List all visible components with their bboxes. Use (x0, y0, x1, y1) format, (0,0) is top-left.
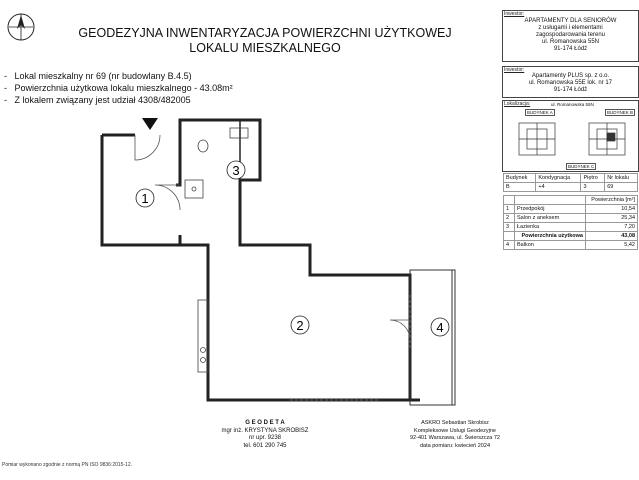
owner-line-3: 91-174 Łódź (553, 87, 588, 93)
company-line-3: 92-401 Warszawa, ul. Świerszcza 72 (410, 435, 500, 441)
room-area-table (503, 195, 638, 250)
location-box (502, 100, 639, 172)
bath-outer-wall (180, 120, 410, 400)
room-number-1: 1 (141, 191, 149, 206)
surveyor-license: nr upr. 9238 (248, 435, 282, 441)
total-row (504, 232, 638, 241)
company-line-2: Kompleksowe Usługi Geodezyjne (414, 427, 496, 434)
summary-header-floor-level: Kondygnacja (536, 174, 581, 183)
floor-plan (90, 110, 480, 410)
title-line-2: LOKALU MIESZKALNEGO (189, 41, 341, 55)
bath-divider (176, 135, 180, 185)
summary-value-unit-no: 69 (605, 183, 638, 192)
standard-footnote: Pomiar wykonano zgodnie z normą PN ISO 9836:2015-12. (2, 462, 133, 468)
investor-line-4: ul. Romanowska 55N (541, 39, 600, 45)
document-title (40, 26, 490, 56)
info-panel (502, 10, 639, 470)
unit-facts (4, 70, 233, 106)
north-arrow-icon (6, 12, 36, 42)
investor-box (502, 10, 639, 62)
table-row: 2 Salon z aneksem 25,34 (504, 214, 638, 223)
building-c-label: BUDYNEK C (568, 164, 595, 169)
investor-line-5: 91-174 Łódź (553, 46, 588, 52)
fact-area: - Powierzchnia użytkowa lokalu mieszkalnego - 43.08m² (4, 83, 233, 93)
owner-box (502, 66, 639, 98)
total-label: Powierzchnia użytkowa (515, 232, 586, 241)
location-address: ul. Romanowska 55N (551, 102, 594, 107)
summary-value-floor-level: +4 (536, 183, 581, 192)
investor-line-3: zagospodarowania terenu (535, 32, 606, 38)
balcony-outline (410, 270, 455, 405)
table-row: 1 Przedpokój 10,54 (504, 205, 638, 214)
unit-summary-table (503, 173, 638, 192)
owner-line-1: Apartamenty PLUS sp. z o.o. (531, 73, 610, 79)
owner-line-2: ul. Romanowska 55E lok. nr 17 (528, 80, 613, 86)
room-number-3: 3 (232, 163, 240, 178)
area-header: Powierzchnia [m²] (585, 196, 637, 205)
building-b-label: BUDYNEK B (607, 110, 634, 115)
building-a-label: BUDYNEK A (527, 110, 553, 115)
surveyor-phone: tel. 601 290 745 (243, 442, 287, 449)
summary-header-building: Budynek (504, 174, 536, 183)
table-row: 3 Łazienka 7,20 (504, 223, 638, 232)
room-number-2: 2 (296, 318, 304, 333)
title-line-1: GEODEZYJNA INWENTARYZACJA POWIERZCHNI UŻYTKOWEJ (78, 26, 452, 40)
total-value: 43,08 (585, 232, 637, 241)
investor-line-1: APARTAMENTY DLA SENIORÓW (524, 18, 617, 24)
company-line-4: data pomiaru: kwiecień 2024 (419, 442, 490, 449)
fact-share: - Z lokalem związany jest udział 4308/482005 (4, 95, 191, 105)
summary-header-unit-no: Nr lokalu (605, 174, 638, 183)
balcony-row: 4 Balkon 5,42 (504, 241, 638, 250)
summary-value-building: B (504, 183, 536, 192)
investor-line-2: z usługami i elementami (538, 25, 603, 31)
owner-tag: Inwestor: (504, 67, 525, 73)
surveyor-title: G E O D E T A (245, 420, 285, 426)
surveyor-block (205, 420, 325, 450)
location-tag: Lokalizacja: (504, 101, 531, 107)
entrance-arrow-icon (142, 118, 158, 130)
investor-tag: Inwestor: (504, 11, 525, 17)
fact-unit: - Lokal mieszkalny nr 69 (nr budowlany B.4.5) (4, 71, 192, 81)
building-layout-diagram (511, 117, 633, 161)
company-line-1: ASKRO Sebastian Skrobisz (421, 420, 489, 426)
room-number-4: 4 (436, 320, 444, 335)
surveyor-name: mgr inż. KRYSTYNA SKROBISZ (221, 427, 309, 434)
summary-value-storey: 3 (581, 183, 605, 192)
company-block (390, 420, 520, 450)
summary-header-storey: Piętro (581, 174, 605, 183)
